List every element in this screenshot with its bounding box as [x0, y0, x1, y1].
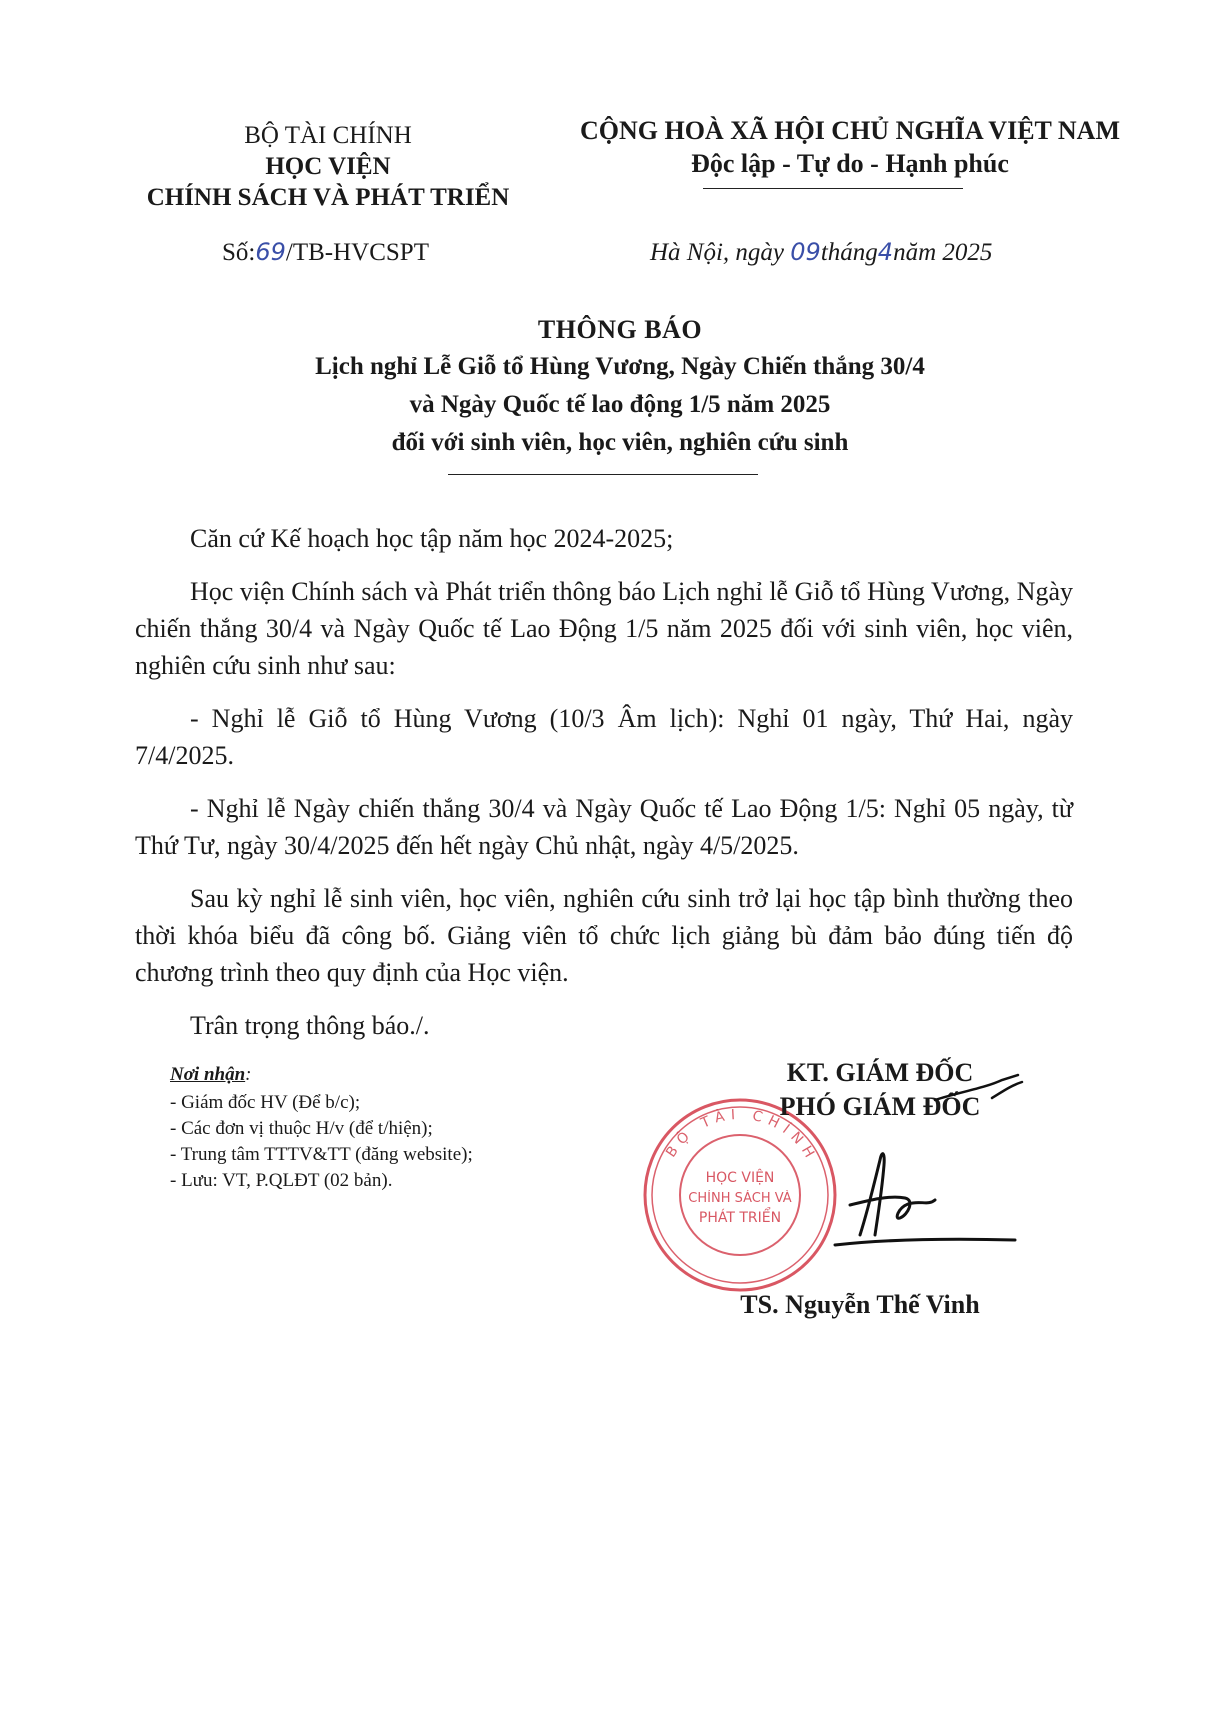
title-line-1: Lịch nghỉ Lễ Giỗ tổ Hùng Vương, Ngày Chiến thắng 30/4 [315, 353, 925, 380]
title-line-2: và Ngày Quốc tế lao động 1/5 năm 2025 [409, 391, 831, 418]
institute-name-line2: CHÍNH SÁCH VÀ PHÁT TRIỂN [146, 184, 510, 211]
signatory-name: TS. Nguyễn Thế Vinh [740, 1290, 980, 1319]
body-paragraph: Học viện Chính sách và Phát triển thông báo Lịch nghỉ lễ Giỗ tổ Hùng Vương, Ngày chiến thắng 30/4 và Ngày Quốc tế Lao Động 1/5 năm 2025 đối với sinh viên, học viên, nghiên cứu sinh như sau: [135, 577, 1073, 680]
document-date: Hà Nội, ngày 09tháng4năm 2025 [650, 238, 993, 266]
handwritten-day: 09 [790, 238, 821, 266]
signatory-position: PHÓ GIÁM ĐỐC [779, 1092, 981, 1121]
institute-name-line1: HỌC VIỆN [265, 153, 391, 180]
signatory-authority: KT. GIÁM ĐỐC [786, 1058, 974, 1087]
national-header [560, 114, 1140, 180]
svg-text:BỘ TÀI CHÍNH: BỘ TÀI CHÍNH [663, 1106, 821, 1166]
svg-text:CHÍNH SÁCH VÀ: CHÍNH SÁCH VÀ [688, 1191, 792, 1206]
body-paragraph: - Nghỉ lễ Ngày chiến thắng 30/4 và Ngày Quốc tế Lao Động 1/5: Nghỉ 05 ngày, từ Thứ Tư, ngày 30/4/2025 đến hết ngày Chủ nhật, ngày 4/5/2025. [135, 794, 1073, 860]
body-paragraph: Sau kỳ nghỉ lễ sinh viên, học viên, nghiên cứu sinh trở lại học tập bình thường theo thời khóa biểu đã công bố. Giảng viên tổ chức lịch giảng bù đảm bảo đúng tiến độ chương trình theo quy định của Học viện. [135, 884, 1073, 987]
handwritten-month: 4 [877, 238, 894, 266]
handwritten-number: 69 [255, 238, 286, 266]
recipient-item: - Các đơn vị thuộc H/v (để t/hiện); [170, 1118, 433, 1139]
national-motto: Độc lập - Tự do - Hạnh phúc [691, 149, 1009, 178]
document-title [160, 312, 1080, 462]
issuer-header [128, 120, 528, 213]
svg-text:PHÁT TRIỂN: PHÁT TRIỂN [698, 1210, 782, 1226]
recipient-item: - Trung tâm TTTV&TT (đăng website); [170, 1144, 473, 1165]
recipient-item: - Lưu: VT, P.QLĐT (02 bản). [170, 1170, 393, 1191]
notice-body [135, 520, 1073, 1060]
svg-text:HỌC VIỆN: HỌC VIỆN [705, 1170, 775, 1186]
document-number: Số:69/TB-HVCSPT [222, 238, 429, 266]
recipient-item: - Giám đốc HV (Để b/c); [170, 1092, 361, 1113]
signature-flourish [930, 1070, 1030, 1110]
body-paragraph: Căn cứ Kế hoạch học tập năm học 2024-2025; [190, 524, 674, 553]
handwritten-signature [820, 1140, 1020, 1260]
body-paragraph: Trân trọng thông báo./. [190, 1011, 430, 1040]
title-underline [448, 474, 758, 475]
official-seal-stamp [640, 1095, 840, 1295]
title-heading: THÔNG BÁO [537, 315, 703, 344]
ministry-name: BỘ TÀI CHÍNH [244, 122, 412, 149]
motto-underline [703, 188, 963, 189]
title-line-3: đối với sinh viên, học viên, nghiên cứu sinh [391, 429, 849, 456]
recipients-block: Nơi nhận: - Giám đốc HV (Để b/c); - Các đơn vị thuộc H/v (để t/hiện); - Trung tâm TTTV&TT (đăng website); - Lưu: VT, P.QLĐT (02 bản). [170, 1062, 590, 1194]
recipients-heading: Nơi nhận [170, 1064, 246, 1085]
country-name: CỘNG HOÀ XÃ HỘI CHỦ NGHĨA VIỆT NAM [579, 116, 1121, 145]
body-paragraph: - Nghỉ lễ Giỗ tổ Hùng Vương (10/3 Âm lịch): Nghỉ 01 ngày, Thứ Hai, ngày 7/4/2025. [135, 704, 1073, 770]
